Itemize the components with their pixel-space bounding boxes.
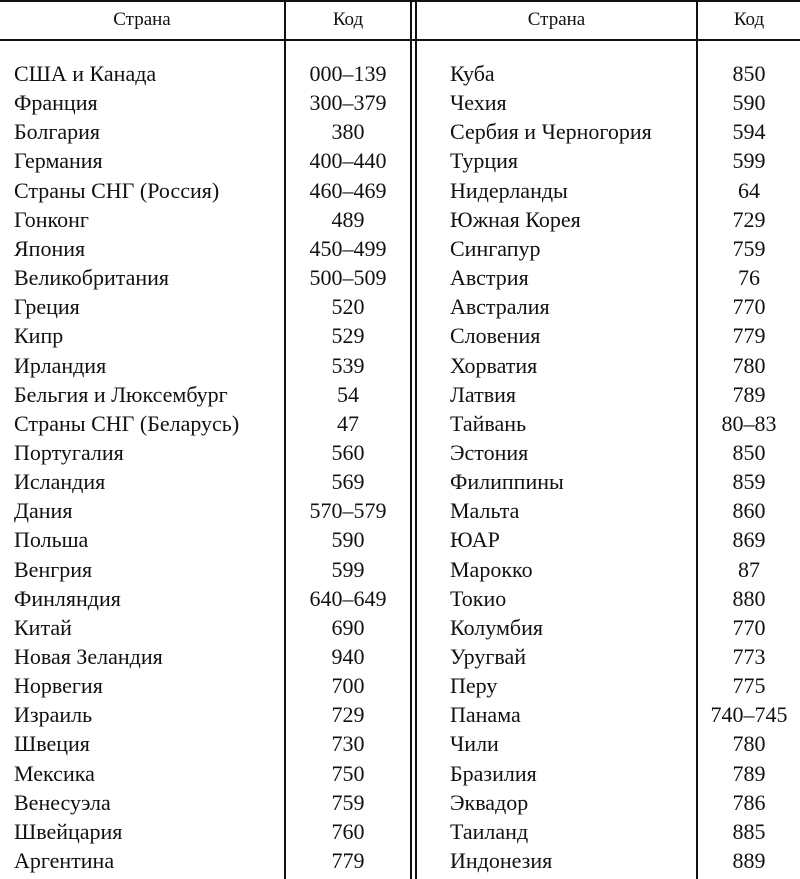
right-country-cell: Чили [450,731,499,756]
left-code-cell: 450–499 [309,236,387,261]
right-country-cell: Марокко [450,557,533,582]
right-country-cell: Австралия [450,294,550,319]
right-code-cell: 599 [732,148,766,173]
left-code-cell: 779 [331,848,365,873]
left-country-cell: Китай [14,615,72,640]
right-country-cell: Куба [450,61,495,86]
left-country-cell: Венгрия [14,557,93,582]
right-code-cell: 775 [732,673,766,698]
left-code-cell: 570–579 [309,498,387,523]
right-code-cell: 770 [732,294,766,319]
right-country-cell: Эквадор [450,790,529,815]
left-country-cell: Швейцария [14,819,123,844]
right-code-cell: 860 [732,498,766,523]
right-code-cell: 789 [732,761,766,786]
left-country-cell: Финляндия [14,586,121,611]
left-code-cell: 000–139 [309,61,387,86]
right-country-cell: Южная Корея [450,207,581,232]
left-code-cell: 690 [331,615,365,640]
left-country-cell: Польша [14,527,89,552]
left-code-cell: 599 [331,557,365,582]
left-code-cell: 380 [331,119,365,144]
left-code-cell: 460–469 [309,178,387,203]
right-code-cell: 594 [732,119,766,144]
left-country-cell: Венесуэла [14,790,111,815]
left-code-cell: 729 [331,702,365,727]
right-code-cell: 779 [732,323,766,348]
right-country-cell: Бразилия [450,761,537,786]
left-code-cell: 760 [331,819,365,844]
left-country-cell: Германия [14,148,103,173]
right-country-cell: Словения [450,323,541,348]
left-country-cell: Дания [14,498,73,523]
left-country-cell: Великобритания [14,265,170,290]
right-code-cell: 590 [732,90,766,115]
left-country-cell: Бельгия и Люксембург [14,382,228,407]
header-left-country: Страна [113,9,171,30]
center-double-divider-b [415,0,417,879]
right-country-cell: Хорватия [450,353,538,378]
header-right-country: Страна [527,9,586,30]
right-country-cell: Колумбия [450,615,543,640]
left-code-cell: 529 [331,323,365,348]
left-code-cell: 539 [331,353,365,378]
right-code-cell: 759 [732,236,766,261]
left-country-cell: Ирландия [14,353,107,378]
right-country-cell: Индонезия [450,848,553,873]
right-code-cell: 850 [732,440,766,465]
right-country-cell: Токио [450,586,507,611]
right-country-cell: Панама [450,702,521,727]
left-country-cell: Япония [14,236,86,261]
left-country-cell: Швеция [14,731,90,756]
right-code-cell: 789 [732,382,766,407]
left-country-cell: Норвегия [14,673,103,698]
right-code-cell: 869 [732,527,766,552]
left-code-cell: 569 [331,469,365,494]
left-country-cell: Греция [14,294,80,319]
right-code-cell: 850 [732,61,766,86]
left-code-cell: 54 [337,382,359,407]
right-country-cell: Латвия [450,382,517,407]
left-country-cell: Исландия [14,469,106,494]
right-code-cell: 880 [732,586,766,611]
left-country-cell: Аргентина [14,848,115,873]
right-country-cell: Австрия [450,265,529,290]
right-code-cell: 773 [732,644,766,669]
left-code-cell: 700 [331,673,365,698]
right-code-cell: 87 [738,557,760,582]
right-country-cell: Филиппины [450,469,564,494]
right-code-cell: 80–83 [721,411,777,436]
right-country-cell: Нидерланды [450,178,568,203]
left-code-cell: 759 [331,790,365,815]
header-right-code: Код [733,9,765,30]
left-code-cell: 940 [331,644,365,669]
right-country-cell: Тайвань [450,411,527,436]
left-code-cell: 300–379 [309,90,387,115]
right-code-cell: 64 [738,178,760,203]
left-country-cell: Новая Зеландия [14,644,163,669]
right-code-cell: 780 [732,353,766,378]
left-code-cell: 489 [331,207,365,232]
right-code-cell: 885 [732,819,766,844]
right-code-cell: 889 [732,848,766,873]
left-code-cell: 400–440 [309,148,387,173]
right-country-cell: Уругвай [450,644,527,669]
right-code-cell: 770 [732,615,766,640]
right-code-cell: 859 [732,469,766,494]
right-code-cell: 740–745 [710,702,788,727]
left-country-cell: Мексика [14,761,95,786]
header-left-code: Код [332,9,364,30]
left-country-cell: Страны СНГ (Беларусь) [14,411,240,436]
right-country-cell: Сербия и Черногория [450,119,652,144]
left-code-cell: 640–649 [309,586,387,611]
right-code-cell: 76 [738,265,760,290]
left-country-cell: Кипр [14,323,64,348]
left-code-cell: 500–509 [309,265,387,290]
left-code-cell: 750 [331,761,365,786]
left-country-cell: Израиль [14,702,93,727]
right-country-cell: ЮАР [450,527,500,552]
left-country-cell: Гонконг [14,207,89,232]
right-country-cell: Турция [450,148,519,173]
left-code-cell: 590 [331,527,365,552]
left-country-cell: Болгария [14,119,101,144]
center-double-divider-a [410,0,412,879]
left-code-cell: 730 [331,731,365,756]
right-country-cell: Эстония [450,440,529,465]
right-country-cell: Сингапур [450,236,541,261]
left-country-cell: Страны СНГ (Россия) [14,178,220,203]
right-code-cell: 786 [732,790,766,815]
right-country-cell: Чехия [450,90,507,115]
right-country-cell: Мальта [450,498,520,523]
left-code-cell: 560 [331,440,365,465]
left-code-cell: 520 [331,294,365,319]
right-code-cell: 729 [732,207,766,232]
right-code-cell: 780 [732,731,766,756]
left-country-cell: США и Канада [14,61,157,86]
right-country-cell: Перу [450,673,498,698]
left-code-cell: 47 [337,411,359,436]
left-country-cell: Франция [14,90,98,115]
left-country-cell: Португалия [14,440,124,465]
right-country-cell: Таиланд [450,819,529,844]
